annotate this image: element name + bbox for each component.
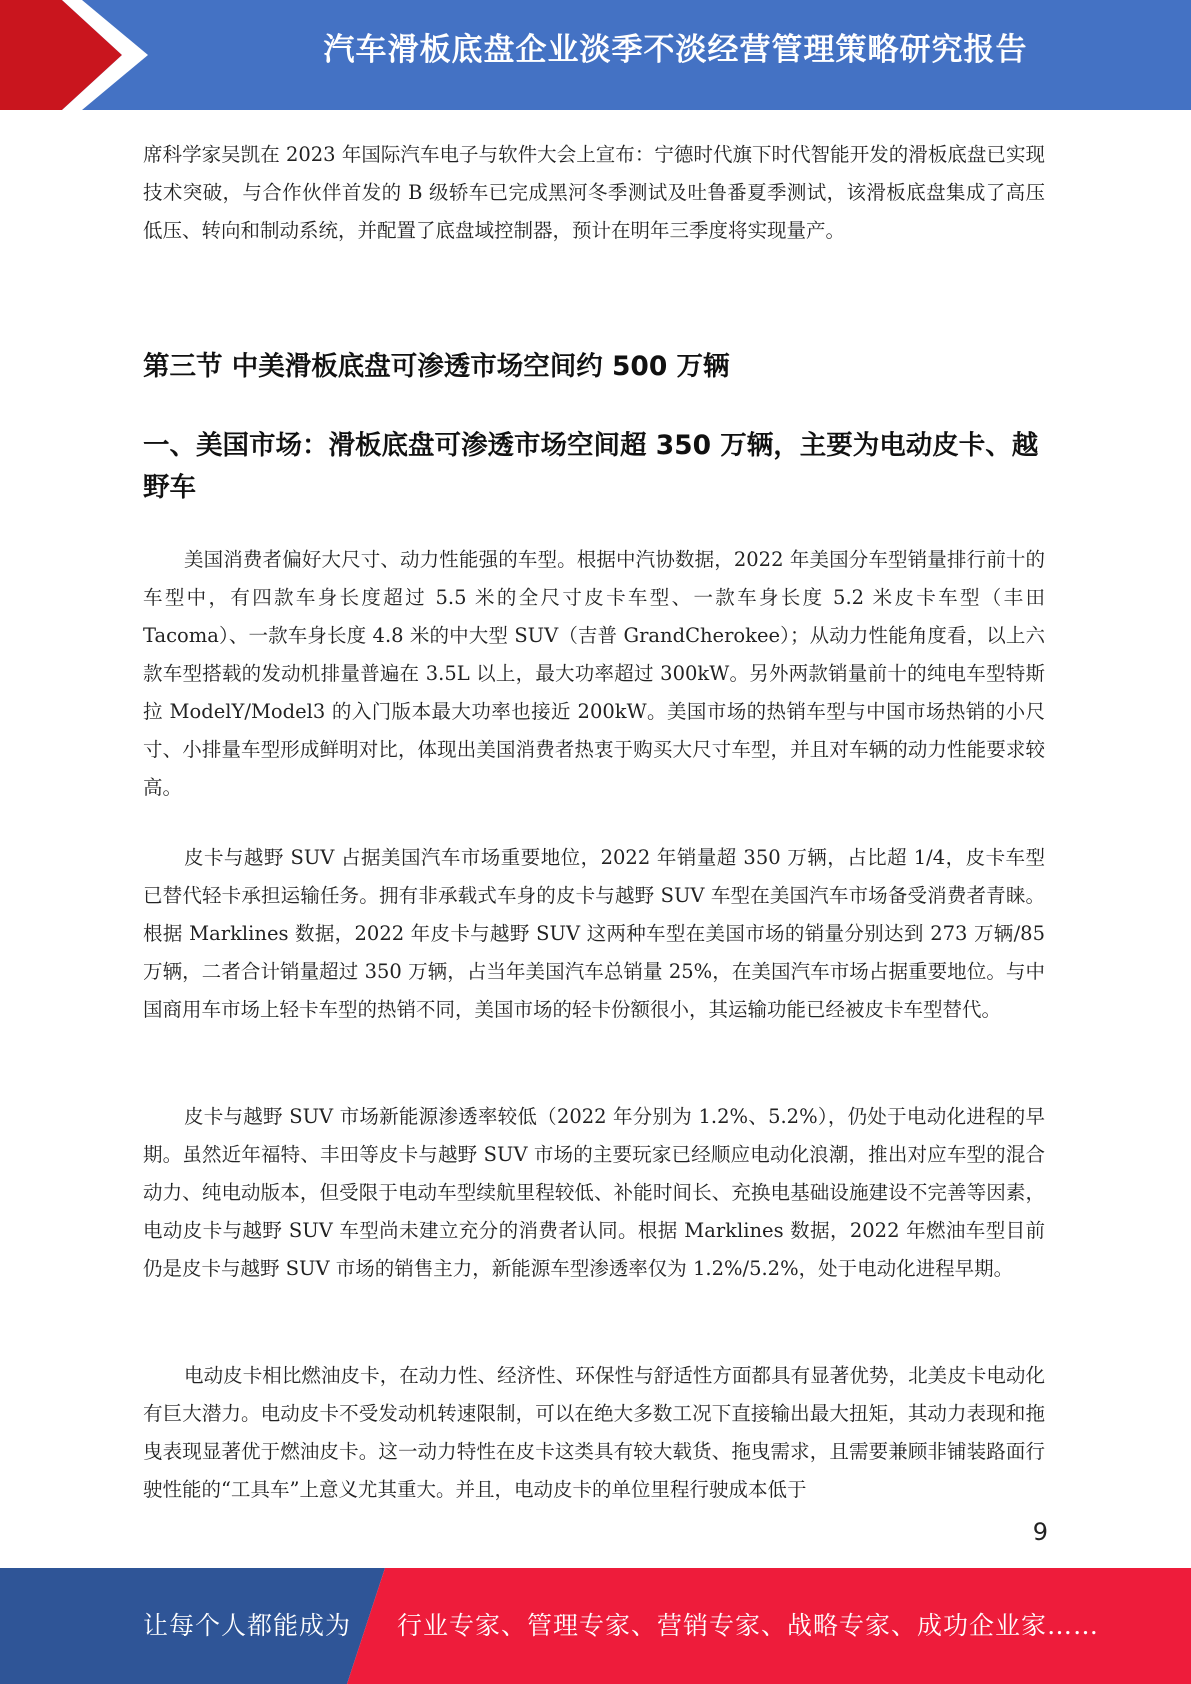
header-banner [0, 0, 1191, 110]
report-title: 汽车滑板底盘企业淡季不淡经营管理策略研究报告 [323, 32, 1028, 68]
paragraph-block-4 [143, 1357, 1045, 1509]
page-number: 9 [1032, 1518, 1048, 1546]
section-heading-block [143, 344, 1045, 383]
body-paragraph: 皮卡与越野 SUV 占据美国汽车市场重要地位，2022 年销量超 350 万辆，占比超 1/4，皮卡车型已替代轻卡承担运输任务。拥有非承载式车身的皮卡与越野 SUV 车型在美国汽车市场备受消费者青睐。根据 Marklines 数据，2022 年皮卡与越野 SUV 这两种车型在美国市场的销量分别达到 273 万辆/85 万辆，二者合计销量超过 350 万辆，占当年美国汽车总销量 25%，在美国汽车市场占据重要地位。与中国商用车市场上轻卡车型的热销不同，美国市场的轻卡份额很小，其运输功能已经被皮卡车型替代。 [143, 846, 1045, 1021]
footer-banner [0, 1568, 1191, 1684]
paragraph-block-1 [143, 541, 1045, 807]
body-paragraph: 皮卡与越野 SUV 市场新能源渗透率较低（2022 年分别为 1.2%、5.2%），仍处于电动化进程的早期。虽然近年福特、丰田等皮卡与越野 SUV 市场的主要玩家已经顺应电动化浪潮，推出对应车型的混合动力、纯电动版本，但受限于电动车型续航里程较低、补能时间长、充换电基础设施建设不完善等因素，电动皮卡与越野 SUV 车型尚未建立充分的消费者认同。根据 Marklines 数据，2022 年燃油车型目前仍是皮卡与越野 SUV 市场的销售主力，新能源车型渗透率仅为 1.2%/5.2%，处于电动化进程早期。 [143, 1105, 1045, 1280]
subsection-title: 一、美国市场：滑板底盘可渗透市场空间超 350 万辆，主要为电动皮卡、越野车 [143, 430, 1039, 503]
body-paragraph: 电动皮卡相比燃油皮卡，在动力性、经济性、环保性与舒适性方面都具有显著优势，北美皮卡电动化有巨大潜力。电动皮卡不受发动机转速限制，可以在绝大多数工况下直接输出最大扭矩，其动力表现和拖曳表现显著优于燃油皮卡。这一动力特性在皮卡这类具有较大载货、拖曳需求，且需要兼顾非铺装路面行驶性能的“工具车”上意义尤其重大。并且，电动皮卡的单位里程行驶成本低于 [143, 1364, 1045, 1501]
subsection-heading-block [143, 425, 1045, 509]
footer-slogan-left: 让每个人都能成为 [143, 1611, 352, 1640]
intro-paragraph: 席科学家吴凯在 2023 年国际汽车电子与软件大会上宣布：宁德时代旗下时代智能开发的滑板底盘已实现技术突破，与合作伙伴首发的 B 级轿车已完成黑河冬季测试及吐鲁番夏季测试，该滑板底盘集成了高压低压、转向和制动系统，并配置了底盘域控制器，预计在明年三季度将实现量产。 [143, 143, 1045, 242]
intro-paragraph-block [143, 136, 1045, 250]
body-paragraph: 美国消费者偏好大尺寸、动力性能强的车型。根据中汽协数据，2022 年美国分车型销量排行前十的车型中，有四款车身长度超过 5.5 米的全尺寸皮卡车型、一款车身长度 5.2 米皮卡车型（丰田 Tacoma）、一款车身长度 4.8 米的中大型 SUV（吉普 GrandCherokee）；从动力性能角度看，以上六款车型搭载的发动机排量普遍在 3.5L 以上，最大功率超过 300kW。另外两款销量前十的纯电车型特斯拉 ModelY/Model3 的入门版本最大功率也接近 200kW。美国市场的热销车型与中国市场热销的小尺寸、小排量车型形成鲜明对比，体现出美国消费者热衷于购买大尺寸车型，并且对车辆的动力性能要求较高。 [143, 548, 1045, 799]
paragraph-block-3 [143, 1098, 1045, 1288]
paragraph-block-2 [143, 839, 1045, 1029]
section-title: 第三节 中美滑板底盘可渗透市场空间约 500 万辆 [143, 351, 730, 382]
footer-slogan-right: 行业专家、管理专家、营销专家、战略专家、成功企业家…… [397, 1611, 1100, 1640]
